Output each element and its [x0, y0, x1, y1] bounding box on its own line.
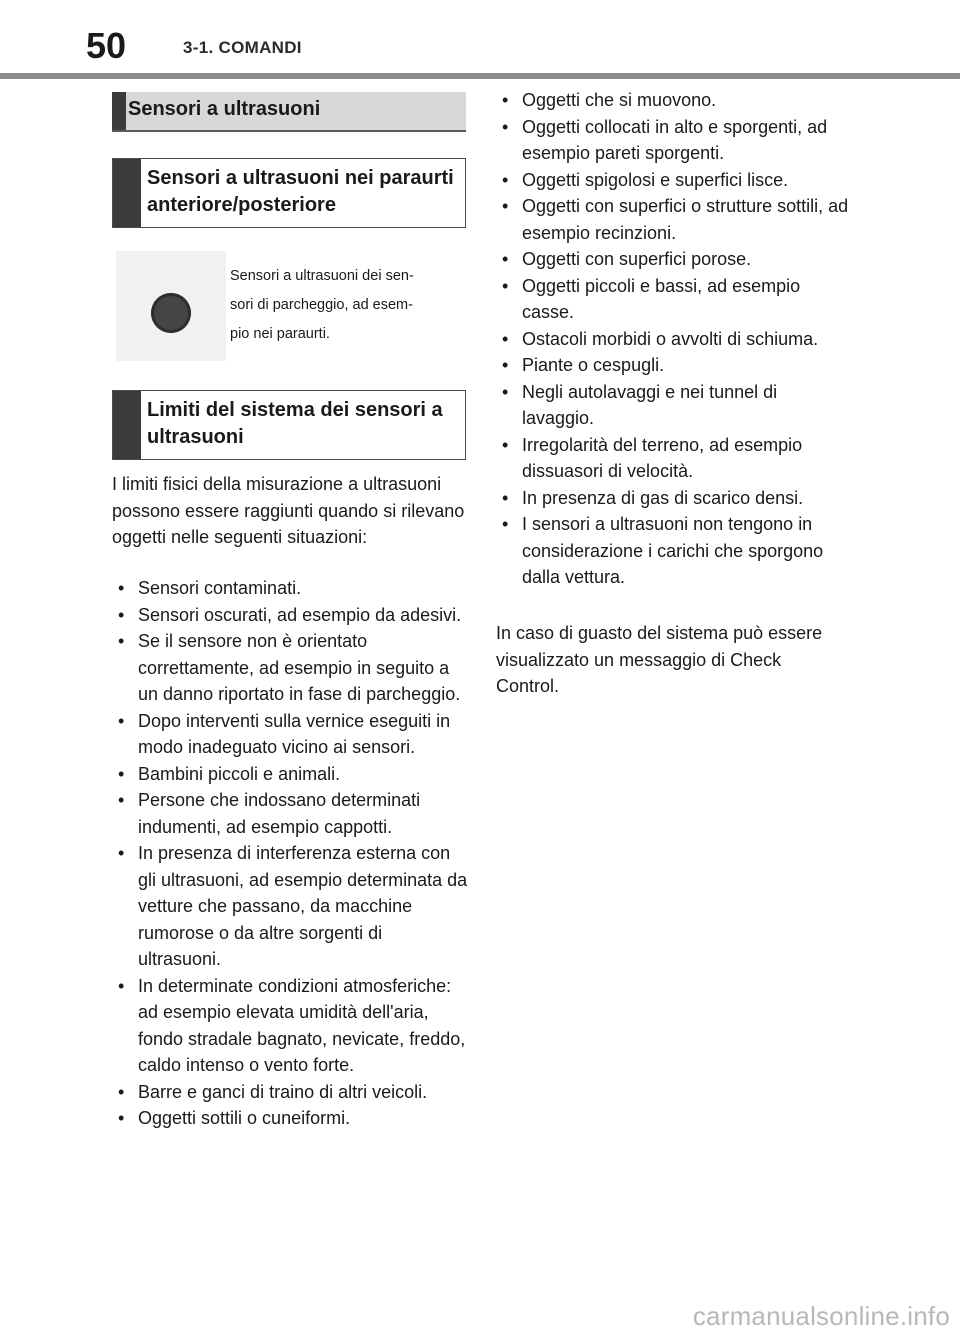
subsection-heading-sensors [112, 158, 466, 228]
page-number: 50 [86, 25, 127, 66]
sensor-illustration [116, 251, 226, 361]
list-item: • Sensori contaminati. [112, 575, 468, 602]
heading-bar [113, 391, 141, 459]
heading-bar [113, 159, 141, 227]
list-item: • In presenza di gas di scarico densi. [496, 485, 852, 512]
list-item: • Oggetti spigolosi e superfici lisce. [496, 167, 852, 194]
subsection-heading-limits [112, 390, 466, 460]
list-item: • In determinate condizioni atmosferiche: ad esempio elevata umidità dell'aria, fondo stradale bagnato, nevicate, freddo, caldo intenso o vento forte. [112, 973, 468, 1079]
bullet-list-left [112, 575, 468, 1132]
list-item: • Ostacoli morbidi o avvolti di schiuma. [496, 326, 852, 353]
list-item: • Oggetti collocati in alto e sporgenti, ad esempio pareti sporgenti. [496, 114, 852, 167]
caption-line: sori di parcheggio, ad esem- [230, 297, 413, 313]
intro-paragraph: I limiti fisici della misurazione a ultrasuoni possono essere raggiunti quando si rilevano oggetti nelle seguenti situazioni: [112, 474, 465, 547]
list-item: • Oggetti piccoli e bassi, ad esempio casse. [496, 273, 852, 326]
header-rule [0, 73, 960, 79]
list-item: • Oggetti con superfici porose. [496, 246, 852, 273]
list-item: • In presenza di interferenza esterna con gli ultrasuoni, ad esempio determinata da vetture che passano, da macchine rumorose o da altre sorgenti di ultrasuoni. [112, 840, 468, 973]
list-item: • Se il sensore non è orientato correttamente, ad esempio in seguito a un danno riportato in fase di parcheggio. [112, 628, 468, 708]
list-item: • Bambini piccoli e animali. [112, 761, 468, 788]
chapter-label: 3-1. COMANDI [183, 38, 302, 57]
ultrasonic-sensor-icon [151, 293, 191, 333]
caption-line: Sensori a ultrasuoni dei sen- [230, 268, 414, 284]
list-item: • Barre e ganci di traino di altri veicoli. [112, 1079, 468, 1106]
list-item: • I sensori a ultrasuoni non tengono in considerazione i carichi che sporgono dalla vettura. [496, 511, 852, 591]
bullet-list-right [496, 87, 852, 591]
list-item: • Persone che indossano determinati indumenti, ad esempio cappotti. [112, 787, 468, 840]
watermark: carmanualsonline.info [692, 1301, 950, 1331]
illustration-caption [230, 262, 460, 349]
list-item: • Piante o cespugli. [496, 352, 852, 379]
list-item: • Dopo interventi sulla vernice eseguiti in modo inadeguato vicino ai sensori. [112, 708, 468, 761]
closing-paragraph: In caso di guasto del sistema può essere visualizzato un messaggio di Check Control. [496, 623, 823, 696]
section-heading [112, 92, 466, 132]
list-item: • Oggetti sottili o cuneiformi. [112, 1105, 468, 1132]
subsection-title: Limiti del sistema dei sensori a ultrasuoni [147, 399, 443, 448]
list-item: • Oggetti con superfici o strutture sottili, ad esempio recinzioni. [496, 193, 852, 246]
list-item: • Irregolarità del terreno, ad esempio dissuasori di velocità. [496, 432, 852, 485]
list-item: • Sensori oscurati, ad esempio da adesivi. [112, 602, 468, 629]
section-title: Sensori a ultrasuoni [128, 98, 321, 120]
heading-bar [112, 92, 126, 130]
subsection-title: Sensori a ultrasuoni nei paraurti anteriore/posteriore [147, 167, 454, 216]
list-item: • Negli autolavaggi e nei tunnel di lavaggio. [496, 379, 852, 432]
list-item: • Oggetti che si muovono. [496, 87, 852, 114]
caption-line: pio nei paraurti. [230, 326, 330, 342]
